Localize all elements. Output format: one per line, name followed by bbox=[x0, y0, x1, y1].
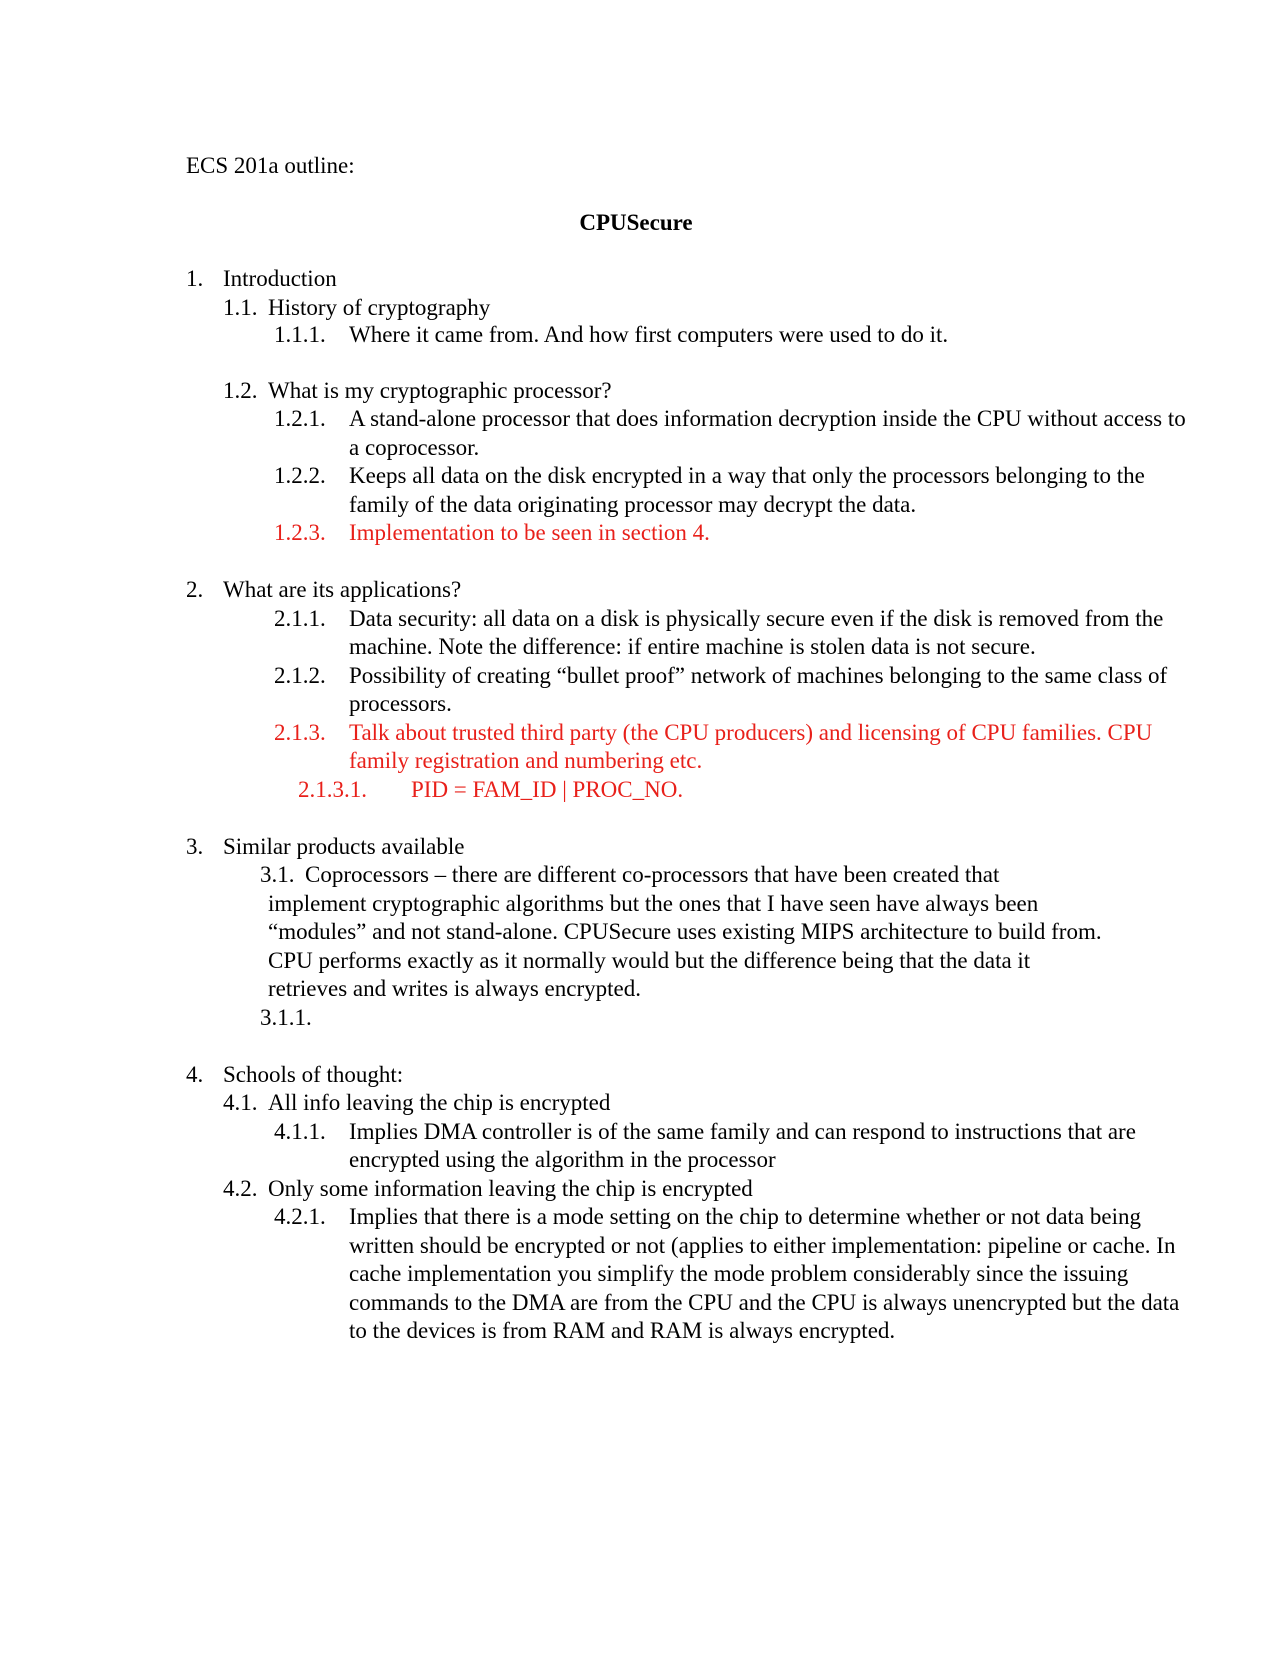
outline-item-4-1-1 bbox=[223, 1118, 1159, 1175]
outline-item-1-1 bbox=[186, 294, 1086, 323]
outline-item-4-2 bbox=[186, 1175, 1086, 1204]
outline-text: Implies that there is a mode setting on the chip to determine whether or not data being written should be encrypted or not (applies to either implementation: pipeline or cache. In cache implementation you simplify the mode problem considerably since the issuing commands to the DMA are from the CPU and the CPU is always unencrypted but the data to the devices is from RAM and RAM is always encrypted. bbox=[349, 1204, 1180, 1343]
outline-text: Introduction bbox=[223, 266, 337, 291]
outline-number: 2.1.2. bbox=[274, 662, 326, 688]
outline-number: 2.1.3.1. bbox=[298, 776, 367, 802]
outline-text: What are its applications? bbox=[223, 577, 462, 602]
outline-text: What is my cryptographic processor? bbox=[268, 377, 612, 403]
outline-number: 1.1.1. bbox=[274, 322, 326, 347]
outline-text: Talk about trusted third party (the CPU producers) and licensing of CPU families. CPU family registration and numbering etc. bbox=[349, 719, 1153, 773]
outline-number: 4.1.1. bbox=[274, 1118, 326, 1144]
outline-item-1 bbox=[186, 265, 1086, 294]
outline-item-4 bbox=[186, 1061, 1086, 1090]
outline-number: 4. bbox=[186, 1061, 204, 1087]
outline-text: Schools of thought: bbox=[223, 1061, 404, 1087]
outline-text: PID = FAM_ID | PROC_NO. bbox=[411, 776, 684, 802]
outline-text: Possibility of creating “bullet proof” network of machines belonging to the same class of processors. bbox=[349, 662, 1168, 716]
outline-text: Coprocessors – there are different co-processors that have been created that implement cryptographic algorithms but the ones that I have seen have always been “modules” and not stand-alone. CPUSecure uses existing MIPS architecture to build from. CPU performs exactly as it normally would but the difference being that the data it retrieves and writes is always encrypted. bbox=[268, 862, 1102, 1001]
outline-text: Implementation to be seen in section 4. bbox=[349, 520, 710, 545]
outline-number: 3.1. bbox=[260, 862, 295, 887]
outline-text: Only some information leaving the chip is encrypted bbox=[268, 1175, 753, 1201]
outline-item-1-2-2 bbox=[223, 462, 1149, 519]
outline-text: Implies DMA controller is of the same family and can respond to instructions that are encrypted using the algorithm in the processor bbox=[349, 1118, 1136, 1172]
outline-text: Data security: all data on a disk is physically secure even if the disk is removed from the machine. Note the difference: if entire machine is stolen data is not secure. bbox=[349, 605, 1164, 659]
document-title: CPUSecure bbox=[579, 209, 693, 235]
outline-item-4-2-1 bbox=[223, 1203, 1194, 1346]
outline-item-1-2-3 bbox=[223, 519, 1192, 548]
outline-number: 3. bbox=[186, 833, 204, 859]
outline-item-2-1-3 bbox=[223, 719, 1189, 776]
outline-text: Where it came from. And how first computers were used to do it. bbox=[349, 322, 949, 347]
outline-item-3-1 bbox=[186, 861, 1103, 1004]
outline-item-4-1 bbox=[186, 1089, 1086, 1118]
outline-item-2-1-2 bbox=[223, 662, 1199, 719]
outline-number: 2.1.3. bbox=[274, 719, 326, 745]
outline-number: 1. bbox=[186, 266, 204, 291]
outline-text: Keeps all data on the disk encrypted in a way that only the processors belonging to the family of the data originating processor may decrypt the data. bbox=[349, 463, 1145, 517]
outline-item-2 bbox=[186, 576, 1086, 605]
outline-item-1-2-1 bbox=[223, 405, 1192, 462]
outline-number: 1.2.2. bbox=[274, 463, 326, 488]
document-header: ECS 201a outline: bbox=[186, 153, 355, 178]
outline-text: Similar products available bbox=[223, 833, 465, 859]
outline-number: 2.1.1. bbox=[274, 605, 326, 631]
outline-number: 1.2.3. bbox=[274, 520, 326, 545]
outline-number: 1.2.1. bbox=[274, 406, 326, 431]
outline-number: 1.1. bbox=[223, 294, 258, 320]
outline-number: 2. bbox=[186, 577, 204, 602]
outline-item-2-1-3-1 bbox=[186, 776, 1086, 805]
outline-number: 4.2.1. bbox=[274, 1204, 326, 1229]
outline-text: A stand-alone processor that does information decryption inside the CPU without access to a coprocessor. bbox=[349, 406, 1186, 460]
outline-item-1-1-1 bbox=[223, 322, 1209, 348]
outline-number: 4.2. bbox=[223, 1175, 258, 1201]
outline-number: 3.1.1. bbox=[260, 1004, 312, 1030]
outline-item-3-1-1 bbox=[186, 1004, 1086, 1033]
document-page bbox=[186, 152, 1186, 1346]
outline-item-1-2 bbox=[186, 377, 1086, 406]
outline-item-2-1-1 bbox=[223, 605, 1169, 662]
outline-number: 1.2. bbox=[223, 377, 258, 403]
outline-number: 4.1. bbox=[223, 1090, 258, 1115]
outline-item-3 bbox=[186, 833, 1086, 862]
outline-text: History of cryptography bbox=[268, 294, 491, 320]
outline-text: All info leaving the chip is encrypted bbox=[268, 1090, 611, 1115]
